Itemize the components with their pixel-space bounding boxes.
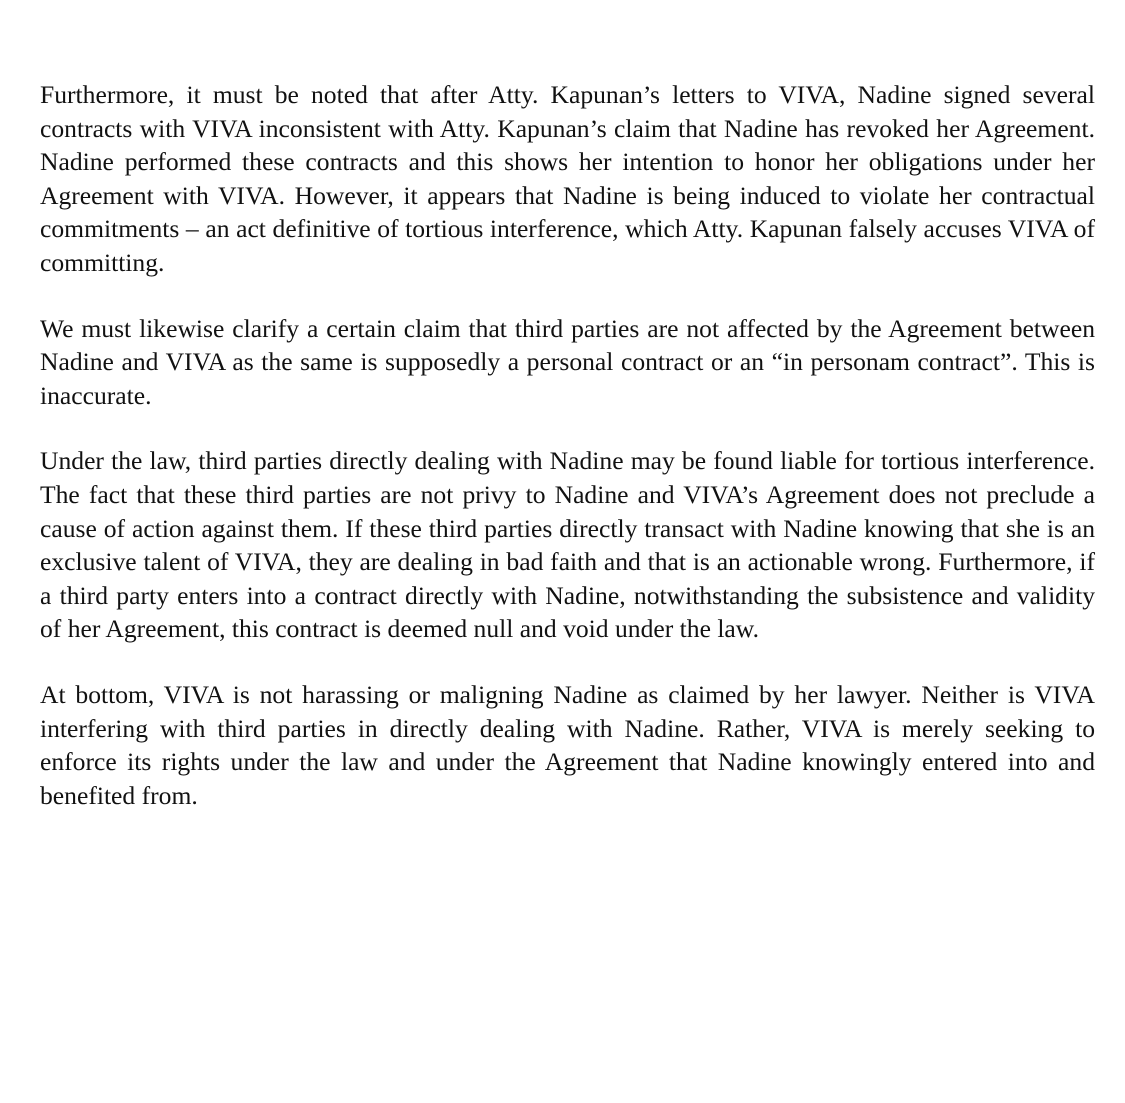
paragraph-1: Furthermore, it must be noted that after Atty. Kapunan’s letters to VIVA, Nadine signed several contracts with VIVA inconsistent with Atty. Kapunan’s claim that Nadine has revoked her Agreement. Nadine performed these contracts and this shows her intention to honor her obligations under her Agreement with VIVA. However, it appears that Nadine is being induced to violate her contractual commitments – an act definitive of tortious interference, which Atty. Kapunan falsely accuses VIVA of committing. bbox=[40, 80, 1095, 277]
paragraph-2: We must likewise clarify a certain claim that third parties are not affected by the Agreement between Nadine and VIVA as the same is supposedly a personal contract or an “in personam contract”. This is inaccurate. bbox=[40, 313, 1095, 410]
paragraph-4: At bottom, VIVA is not harassing or maligning Nadine as claimed by her lawyer. Neither is VIVA interfering with third parties in directly dealing with Nadine. Rather, VIVA is merely seeking to enforce its rights under the law and under the Agreement that Nadine knowingly entered into and benefited from. bbox=[40, 679, 1095, 810]
paragraph-3: Under the law, third parties directly dealing with Nadine may be found liable for tortious interference. The fact that these third parties are not privy to Nadine and VIVA’s Agreement does not preclude a cause of action against them. If these third parties directly transact with Nadine knowing that she is an exclusive talent of VIVA, they are dealing in bad faith and that is an actionable wrong. Furthermore, if a third party enters into a contract directly with Nadine, notwithstanding the subsistence and validity of her Agreement, this contract is deemed null and void under the law. bbox=[40, 446, 1095, 644]
